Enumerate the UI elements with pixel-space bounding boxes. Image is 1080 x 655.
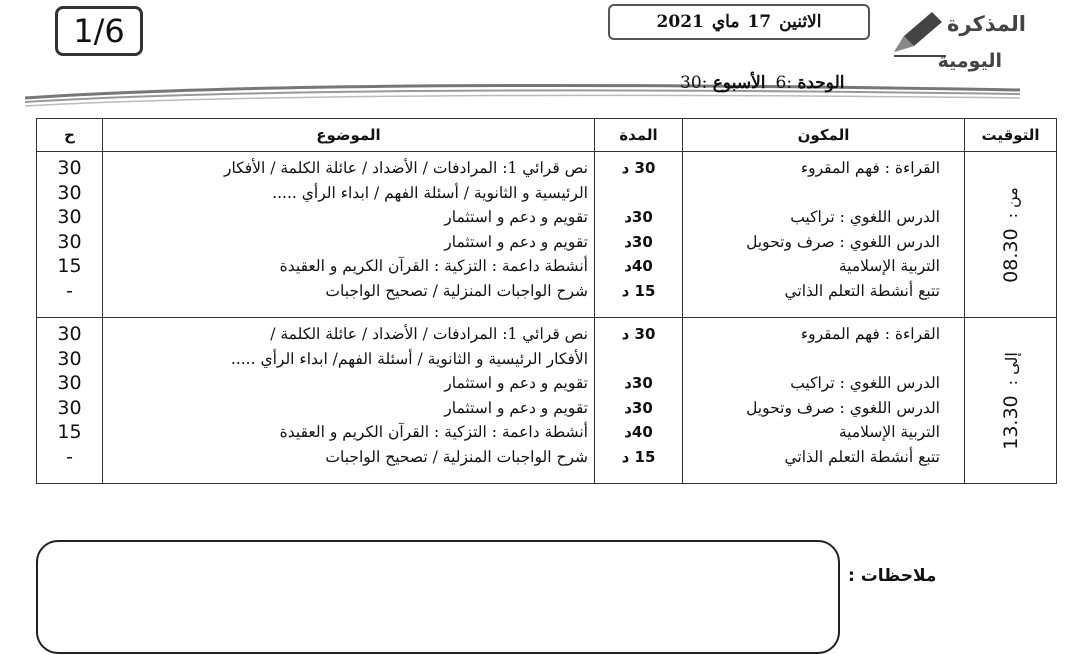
time-value: 13.30 bbox=[999, 394, 1022, 450]
date-day: 17 bbox=[747, 12, 772, 32]
week-value: :30 bbox=[680, 73, 708, 93]
hours-line: 15 bbox=[57, 255, 82, 277]
duration-line: 15 د bbox=[621, 281, 656, 300]
topic-line: تقويم و دعم و استثمار bbox=[444, 208, 588, 226]
date-year: 2021 bbox=[656, 12, 704, 32]
time-prefix: إلى : bbox=[1001, 351, 1020, 385]
date-month: ماي bbox=[711, 12, 740, 32]
topic-line: تقويم و دعم و استثمار bbox=[444, 398, 588, 417]
hours-line: 30 bbox=[57, 230, 82, 253]
unit-label: الوحدة bbox=[797, 73, 845, 93]
hours-line: - bbox=[66, 445, 73, 468]
notes-box[interactable] bbox=[36, 540, 840, 654]
duration-line bbox=[601, 347, 676, 372]
component-cell bbox=[683, 318, 965, 484]
table-row bbox=[37, 152, 1057, 318]
component-line: القراءة : فهم المقروء bbox=[800, 325, 940, 343]
table-row bbox=[37, 318, 1057, 484]
hours-line: 30 bbox=[57, 372, 82, 394]
topic-line: نص قرائي 1: المرادفات / الأضداد / عائلة الكلمة / الأفكار bbox=[223, 159, 588, 177]
topic-cell bbox=[103, 152, 595, 318]
hours-line: 30 bbox=[57, 323, 82, 345]
duration-line: 30د bbox=[624, 208, 653, 226]
duration-line: 30د bbox=[624, 374, 653, 392]
duration-line: 30د bbox=[624, 232, 653, 251]
component-line: الدرس اللغوي : تراكيب bbox=[790, 374, 940, 392]
date-day-name: الاثنين bbox=[779, 12, 822, 32]
component-line: التربية الإسلامية bbox=[838, 257, 940, 275]
logo-line2: اليومية bbox=[937, 50, 1002, 72]
component-line bbox=[689, 181, 958, 206]
page-number: 1/6 bbox=[55, 6, 143, 56]
date-box bbox=[608, 4, 870, 40]
hours-line: 30 bbox=[57, 396, 82, 419]
duration-cell bbox=[595, 152, 683, 318]
hours-cell bbox=[37, 318, 103, 484]
duration-cell bbox=[595, 318, 683, 484]
duration-line: 40د bbox=[624, 257, 653, 275]
logo-line1: المذكرة bbox=[947, 12, 1026, 36]
time-prefix: من : bbox=[1001, 186, 1020, 218]
time-value: 08.30 bbox=[999, 227, 1022, 283]
session-time-cell bbox=[965, 318, 1057, 484]
header-component: المكون bbox=[683, 119, 965, 152]
hours-line: 30 bbox=[57, 181, 82, 204]
hours-cell bbox=[37, 152, 103, 318]
duration-line: 15 د bbox=[621, 447, 656, 466]
topic-line: أنشطة داعمة : التزكية : القرآن الكريم و العقيدة bbox=[279, 423, 588, 441]
header-time: التوقيت bbox=[965, 119, 1057, 152]
component-line: القراءة : فهم المقروء bbox=[800, 159, 940, 177]
component-line bbox=[689, 347, 958, 372]
session-time-cell bbox=[965, 152, 1057, 318]
topic-line: الأفكار الرئيسية و الثانوية / أسئلة الفهم/ ابداء الرأي ..... bbox=[230, 349, 588, 368]
header-duration: المدة bbox=[595, 119, 683, 152]
topic-cell bbox=[103, 318, 595, 484]
hours-line: 30 bbox=[57, 206, 82, 228]
component-line: الدرس اللغوي : صرف وتحويل bbox=[746, 398, 940, 417]
duration-line bbox=[601, 181, 676, 206]
topic-line: نص قرائي 1: المرادفات / الأضداد / عائلة الكلمة / bbox=[270, 325, 588, 343]
table-header-row bbox=[37, 119, 1057, 152]
component-line: الدرس اللغوي : صرف وتحويل bbox=[746, 232, 940, 251]
decorative-divider bbox=[20, 68, 1060, 118]
unit-value: :6 bbox=[775, 73, 793, 93]
topic-line: تقويم و دعم و استثمار bbox=[444, 232, 588, 251]
lesson-plan-table bbox=[36, 118, 1057, 484]
duration-line: 30د bbox=[624, 398, 653, 417]
component-line: التربية الإسلامية bbox=[838, 423, 940, 441]
topic-line: تقويم و دعم و استثمار bbox=[444, 374, 588, 392]
header-topic: الموضوع bbox=[103, 119, 595, 152]
hours-line: - bbox=[66, 279, 73, 302]
component-line: تتبع أنشطة التعلم الذاتي bbox=[784, 281, 940, 300]
notes-label: ملاحظات : bbox=[848, 566, 937, 586]
unit-week-line bbox=[680, 73, 845, 93]
topic-line: شرح الواجبات المنزلية / تصحيح الواجبات bbox=[325, 281, 588, 300]
topic-line: شرح الواجبات المنزلية / تصحيح الواجبات bbox=[325, 447, 588, 466]
hours-line: 30 bbox=[57, 347, 82, 370]
duration-line: 30 د bbox=[621, 159, 656, 177]
hours-line: 30 bbox=[57, 157, 82, 179]
header-hours: ح bbox=[37, 119, 103, 152]
hours-line: 15 bbox=[57, 421, 82, 443]
component-cell bbox=[683, 152, 965, 318]
duration-line: 30 د bbox=[621, 325, 656, 343]
component-line: الدرس اللغوي : تراكيب bbox=[790, 208, 940, 226]
week-label: الأسبوع bbox=[712, 73, 766, 93]
component-line: تتبع أنشطة التعلم الذاتي bbox=[784, 447, 940, 466]
topic-line: الرئيسية و الثانوية / أسئلة الفهم / ابداء الرأي ..... bbox=[272, 183, 588, 202]
duration-line: 40د bbox=[624, 423, 653, 441]
topic-line: أنشطة داعمة : التزكية : القرآن الكريم و العقيدة bbox=[279, 257, 588, 275]
